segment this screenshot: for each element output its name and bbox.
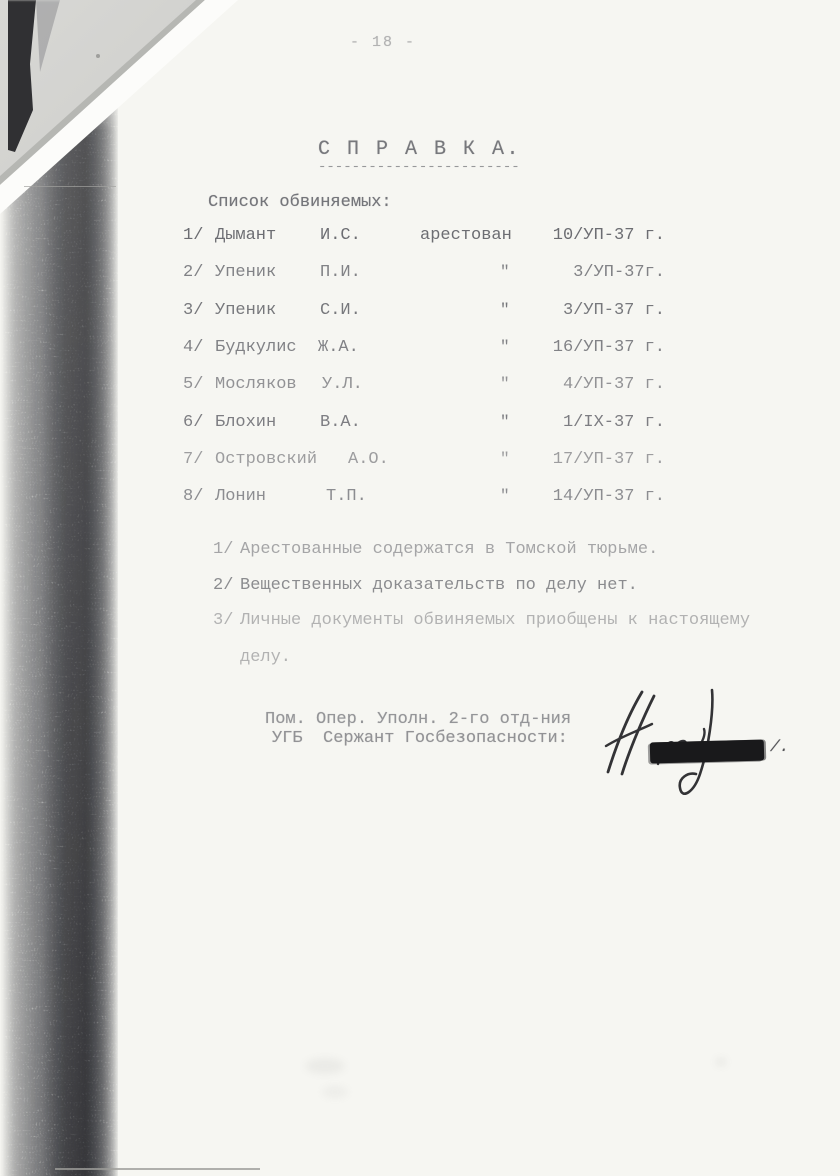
accused-initials: Ж.А. xyxy=(318,337,359,357)
accused-row xyxy=(0,413,840,435)
accused-surname: Дымант xyxy=(215,226,277,245)
accused-number: 8/ xyxy=(183,487,204,507)
arrest-status: арестован xyxy=(420,226,512,245)
note-number: 3/ xyxy=(213,611,234,630)
accused-number: 3/ xyxy=(183,300,204,320)
accused-surname: Мосляков xyxy=(215,375,297,395)
accused-number: 1/ xyxy=(183,226,204,245)
arrest-date: 10/УП-37 г. xyxy=(552,226,665,245)
note-line xyxy=(0,648,840,670)
accused-number: 2/ xyxy=(183,263,204,283)
accused-initials: И.С. xyxy=(320,226,361,245)
accused-initials: П.И. xyxy=(320,263,361,283)
arrest-date: 17/УП-37 г. xyxy=(552,449,665,469)
arrest-date: 14/УП-37 г. xyxy=(552,487,665,507)
signature-title-line2: УГБ Сержант Госбезопасности: xyxy=(272,729,568,748)
note-number: 1/ xyxy=(213,540,234,559)
accused-row xyxy=(0,450,840,472)
note-number: 2/ xyxy=(213,576,234,595)
accused-row xyxy=(0,301,840,323)
note-text: Вещественных доказательств по делу нет. xyxy=(240,576,638,595)
accused-surname: Упеник xyxy=(215,263,277,283)
accused-number: 6/ xyxy=(183,412,204,432)
document-title: С П Р А В К А. xyxy=(318,138,522,161)
accused-initials: С.И. xyxy=(320,300,361,320)
arrest-date: 4/УП-37 г. xyxy=(562,375,665,395)
accused-row xyxy=(0,338,840,360)
note-line xyxy=(0,540,840,562)
note-text: Арестованные содержатся в Томской тюрьме. xyxy=(240,540,659,559)
redaction-bar xyxy=(650,740,765,764)
note-line xyxy=(0,576,840,598)
accused-surname: Лонин xyxy=(215,487,267,507)
ditto-mark: " xyxy=(500,412,510,431)
accused-initials: У.Л. xyxy=(322,375,363,395)
title-underline: ------------------------ xyxy=(318,160,520,174)
accused-initials: Т.П. xyxy=(326,487,367,507)
accused-surname: Островский xyxy=(215,449,318,469)
accused-row xyxy=(0,375,840,397)
ditto-mark: " xyxy=(500,300,510,319)
accused-list-header: Список обвиняемых: xyxy=(208,193,392,212)
accused-number: 7/ xyxy=(183,449,204,469)
arrest-date: 16/УП-37 г. xyxy=(552,337,665,357)
accused-row xyxy=(0,226,840,248)
note-text: Личные документы обвиняемых приобщены к настоящему xyxy=(240,611,751,630)
ditto-mark: " xyxy=(500,263,510,282)
accused-surname: Будкулис xyxy=(215,337,297,357)
accused-number: 4/ xyxy=(183,337,204,357)
note-text: делу. xyxy=(240,648,292,667)
accused-surname: Блохин xyxy=(215,412,277,432)
accused-surname: Упеник xyxy=(215,300,277,320)
ditto-mark: " xyxy=(500,375,510,394)
arrest-date: 3/УП-37г. xyxy=(573,263,665,283)
note-line xyxy=(0,611,840,633)
ditto-mark: " xyxy=(500,449,510,468)
signature-title-line1: Пом. Опер. Уполн. 2-го отд-ния xyxy=(265,710,572,729)
accused-initials: В.А. xyxy=(320,412,361,432)
accused-row xyxy=(0,263,840,285)
signature-suffix: /. xyxy=(767,738,792,756)
page-number: - 18 - xyxy=(350,34,417,51)
ditto-mark: " xyxy=(500,487,510,506)
accused-initials: А.О. xyxy=(348,449,389,469)
accused-number: 5/ xyxy=(183,375,204,395)
accused-row xyxy=(0,487,840,509)
arrest-date: 1/IХ-37 г. xyxy=(562,412,665,432)
ditto-mark: " xyxy=(500,337,510,356)
arrest-date: 3/УП-37 г. xyxy=(562,300,665,320)
